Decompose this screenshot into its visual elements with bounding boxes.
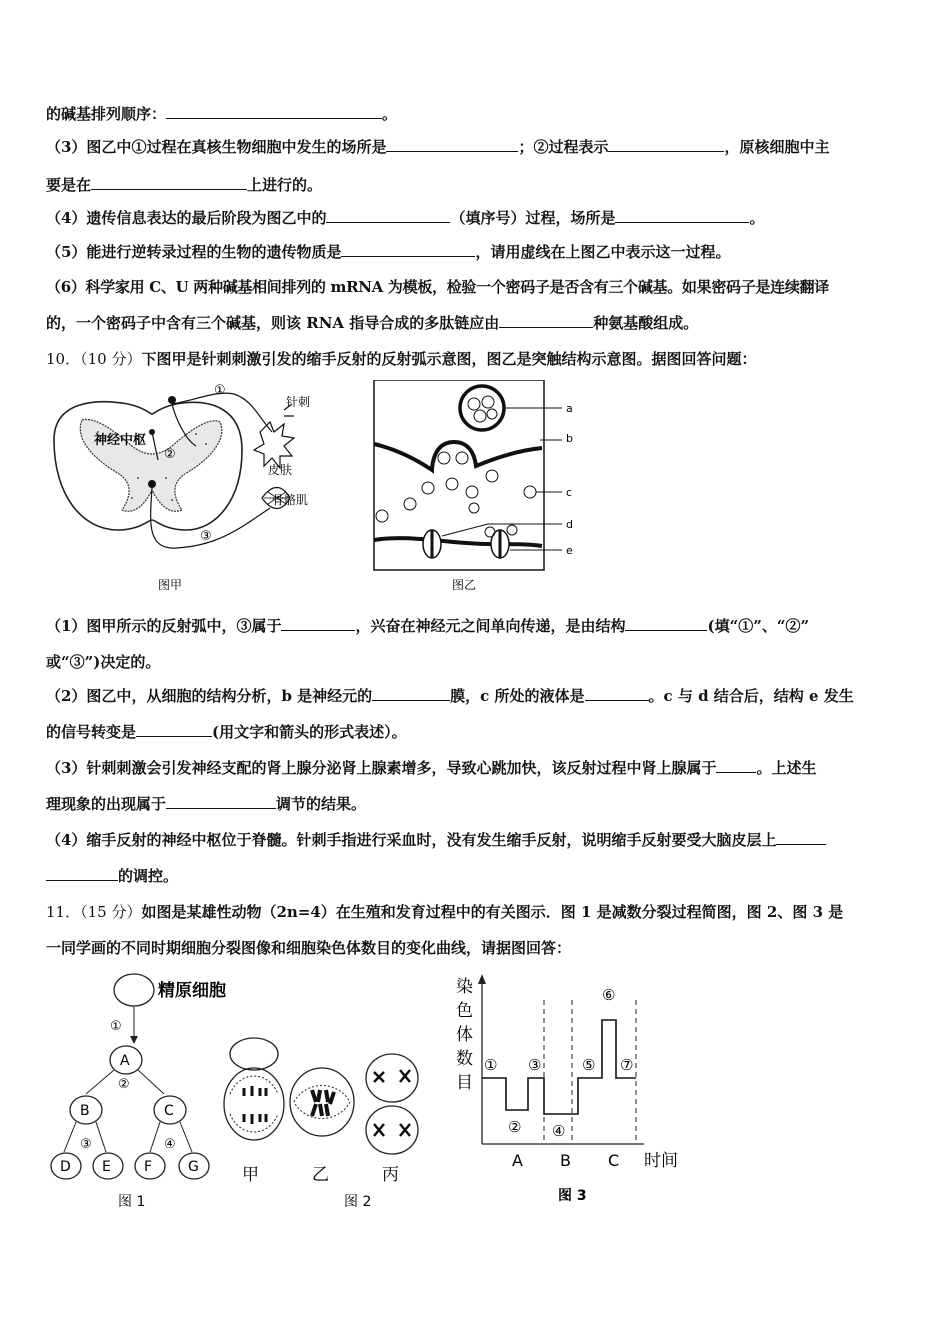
q9-sub4	[46, 208, 764, 228]
cell-yi	[290, 1068, 354, 1136]
q10-sub1-cont	[46, 652, 160, 672]
answer-blank[interactable]	[46, 866, 118, 881]
q9-text: ，请用虚线在上图乙中表示这一过程。	[475, 243, 731, 261]
q9-text: （5）能进行逆转录过程的生物的遗传物质是	[46, 243, 342, 261]
answer-blank[interactable]	[341, 242, 475, 257]
label-A: A	[120, 1053, 130, 1069]
mark-1: ①	[484, 1056, 498, 1074]
q9-text: 。	[382, 105, 398, 123]
q9-sub5	[46, 242, 730, 262]
q10-sub2-cont	[46, 722, 407, 742]
label-step-4: ④	[164, 1137, 176, 1152]
figure-1-meiosis-tree	[46, 968, 226, 1218]
q10-text: 的信号转变是	[46, 723, 137, 741]
label-jia: 甲	[242, 1165, 259, 1185]
x-axis-label: 时间	[644, 1151, 678, 1171]
label-step-1: ①	[110, 1019, 122, 1034]
label-C: C	[164, 1103, 174, 1119]
q9-text: 要是在	[46, 176, 92, 194]
question-stem: 一同学画的不同时期细胞分裂图像和细胞染色体数目的变化曲线，请据图回答：	[46, 939, 572, 957]
label-b: b	[566, 432, 573, 445]
label-circle-3: ③	[200, 529, 212, 544]
label-D: D	[60, 1159, 71, 1175]
label-muscle: 骨骼肌	[272, 493, 309, 507]
answer-blank[interactable]	[386, 137, 518, 152]
q9-text: ，原核细胞中主	[724, 138, 830, 156]
answer-blank[interactable]	[166, 104, 382, 119]
answer-blank[interactable]	[499, 313, 593, 328]
q10-text: （2）图乙中，从细胞的结构分析，b 是神经元的	[46, 687, 373, 705]
ylabel-char: 体	[456, 1025, 473, 1045]
ylabel-char: 色	[456, 1001, 473, 1021]
figure-2-cell-images	[216, 1030, 426, 1220]
chromosome-count-line	[482, 1020, 636, 1114]
mark-3: ③	[528, 1056, 542, 1074]
answer-blank[interactable]	[615, 208, 749, 223]
q9-text: 种氨基酸组成。	[593, 314, 699, 332]
q10-text: （3）针刺刺激会引发神经支配的肾上腺分泌肾上腺素增多，导致心跳加快，该反射过程中肾上腺属于	[46, 759, 717, 777]
q10-sub3	[46, 758, 816, 778]
ylabel-char: 目	[456, 1073, 473, 1093]
figure-caption: 图 3	[558, 1188, 587, 1204]
q11-stem-cont	[46, 938, 571, 958]
label-e: e	[566, 544, 573, 557]
answer-blank[interactable]	[91, 175, 247, 190]
label-a: a	[566, 402, 573, 415]
answer-blank[interactable]	[608, 137, 724, 152]
answer-blank[interactable]	[776, 830, 826, 845]
q9-text: （4）遗传信息表达的最后阶段为图乙中的	[46, 209, 327, 227]
q10-text: 。c 与 d 结合后，结构 e 发生	[648, 687, 854, 705]
q9-sub6	[46, 277, 829, 297]
figure-caption: 图 1	[118, 1194, 146, 1210]
vesicle-a	[460, 386, 504, 430]
figure-caption: 图乙	[452, 578, 477, 592]
label-G: G	[188, 1159, 199, 1175]
answer-blank[interactable]	[136, 722, 212, 737]
question-stem: 如图是某雄性动物（2n=4）在生殖和发育过程中的有关图示．图 1 是减数分裂过程简图，图 2、图 3 是	[141, 903, 844, 921]
q9-text: （3）图乙中①过程在真核生物细胞中发生的场所是	[46, 138, 387, 156]
q9-text: 上进行的。	[247, 176, 323, 194]
q11-stem	[46, 902, 843, 922]
figure-jia-reflex-arc	[46, 380, 346, 595]
label-nerve-center: 神经中枢	[94, 433, 147, 448]
ylabel-char: 数	[456, 1049, 473, 1069]
q10-sub1	[46, 616, 809, 636]
answer-blank[interactable]	[326, 208, 450, 223]
q9-text: 。	[749, 209, 765, 227]
q10-text: 理现象的出现属于	[46, 795, 167, 813]
q9-sub6-cont	[46, 313, 698, 333]
mark-6: ⑥	[602, 986, 616, 1004]
q10-text: （1）图甲所示的反射弧中，③属于	[46, 617, 282, 635]
q10-text: 的调控。	[118, 867, 179, 885]
q10-text: ，兴奋在神经元之间单向传递，是由结构	[355, 617, 626, 635]
label-d: d	[566, 518, 573, 531]
mark-5: ⑤	[582, 1056, 596, 1074]
q9-text: （填序号）过程，场所是	[450, 209, 616, 227]
q9-line-1	[46, 104, 397, 124]
label-step-2: ②	[118, 1077, 130, 1092]
mark-7: ⑦	[620, 1056, 634, 1074]
ylabel-char: 染	[456, 977, 473, 997]
figure-yi-synapse	[370, 380, 590, 595]
tick-label: B	[560, 1151, 571, 1170]
q9-sub3	[46, 137, 829, 157]
figure-caption: 图甲	[158, 578, 183, 592]
answer-blank[interactable]	[716, 758, 756, 773]
label-circle-1: ①	[214, 383, 226, 398]
q9-text: （6）科学家用 C、U 两种碱基相间排列的 mRNA 为模板，检验一个密码子是否含有三个碱基。如果密码子是连续翻译	[46, 278, 829, 296]
q10-sub4-cont	[46, 866, 178, 886]
q10-text: 调节的结果。	[276, 795, 367, 813]
tick-label: C	[608, 1151, 620, 1170]
label-skin: 皮肤	[268, 463, 293, 477]
label-E: E	[102, 1159, 111, 1175]
q10-text: 。上述生	[756, 759, 817, 777]
label-spermatogonium: 精原细胞	[158, 981, 226, 1001]
answer-blank[interactable]	[281, 616, 355, 631]
q10-text: 或“③”)决定的。	[46, 653, 161, 671]
cell-bing	[366, 1054, 418, 1102]
q10-text: （4）缩手反射的神经中枢位于脊髓。针刺手指进行采血时，没有发生缩手反射，说明缩手反射要受大脑皮层上	[46, 831, 777, 849]
label-bing: 丙	[382, 1165, 399, 1185]
q9-text: ；②过程表示	[518, 138, 609, 156]
answer-blank[interactable]	[585, 686, 649, 701]
q10-stem	[46, 349, 756, 369]
label-yi: 乙	[312, 1165, 329, 1185]
q9-sub3-cont	[46, 175, 322, 195]
sensory-cell-body	[168, 396, 176, 404]
answer-blank[interactable]	[166, 794, 276, 809]
label-B: B	[80, 1103, 90, 1119]
mark-2: ②	[508, 1118, 522, 1136]
q10-sub3-cont	[46, 794, 366, 814]
answer-blank[interactable]	[372, 686, 450, 701]
q10-text: 膜，c 所处的液体是	[450, 687, 585, 705]
label-step-3: ③	[80, 1137, 92, 1152]
cell-jia	[224, 1068, 284, 1140]
q10-text: (填“①”、“②”	[707, 617, 810, 635]
figure-caption: 图 2	[344, 1194, 372, 1210]
label-circle-2: ②	[164, 447, 176, 462]
question-number: 10．（10 分）	[46, 350, 142, 368]
figure-3-chromosome-curve	[448, 970, 698, 1210]
label-c: c	[566, 486, 573, 499]
answer-blank[interactable]	[625, 616, 707, 631]
q9-text: 的，一个密码子中含有三个碱基，则该 RNA 指导合成的多肽链应由	[46, 314, 500, 332]
q10-sub4	[46, 830, 826, 850]
question-stem: 下图甲是针刺刺激引发的缩手反射的反射弧示意图，图乙是突触结构示意图。据图回答问题：	[141, 350, 757, 368]
q10-sub2	[46, 686, 854, 706]
q10-text: (用文字和箭头的形式表述）。	[212, 723, 407, 741]
tick-label: A	[512, 1151, 523, 1170]
skin-icon	[254, 422, 294, 468]
label-needle: 针刺	[286, 395, 311, 409]
q9-text: 的碱基排列顺序：	[46, 105, 167, 123]
question-number: 11．（15 分）	[46, 903, 142, 921]
mark-4: ④	[552, 1122, 566, 1140]
label-F: F	[144, 1159, 153, 1175]
